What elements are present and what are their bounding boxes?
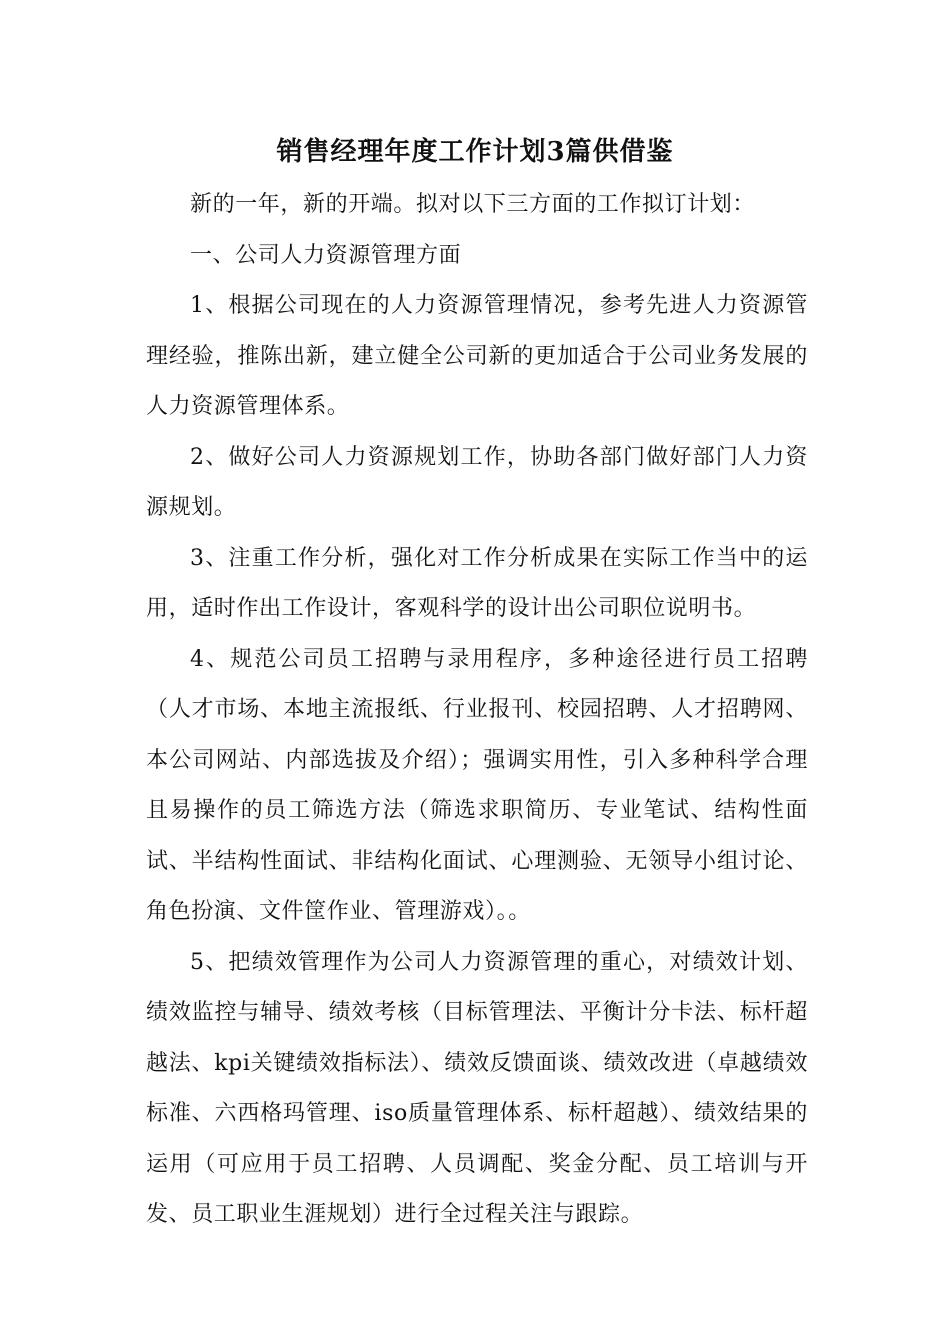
document-body <box>146 180 808 1241</box>
paragraph-item-3: 3、注重工作分析，强化对工作分析成果在实际工作当中的运用，适时作出工作设计，客观科学的设计出公司职位说明书。 <box>146 545 808 621</box>
paragraph-item-2: 2、做好公司人力资源规划工作，协助各部门做好部门人力资源规划。 <box>146 444 808 520</box>
paragraph-item-5: 5、把绩效管理作为公司人力资源管理的重心，对绩效计划、绩效监控与辅导、绩效考核（目标管理法、平衡计分卡法、标杆超越法、kpi关键绩效指标法）、绩效反馈面谈、绩效改进（卓越绩效标准、六西格玛管理、iso质量管理体系、标杆超越）、绩效结果的运用（可应用于员工招聘、人员调配、奖金分配、员工培训与开发、员工职业生涯规划）进行全过程关注与跟踪。 <box>146 949 808 1227</box>
intro-paragraph: 新的一年，新的开端。拟对以下三方面的工作拟订计划： <box>190 192 756 217</box>
paragraph-item-1: 1、根据公司现在的人力资源管理情况，参考先进人力资源管理经验，推陈出新，建立健全公司新的更加适合于公司业务发展的人力资源管理体系。 <box>146 293 808 419</box>
section-heading: 一、公司人力资源管理方面 <box>190 242 462 268</box>
document-title: 销售经理年度工作计划3篇供借鉴 <box>276 137 674 167</box>
paragraph-item-4: 4、规范公司员工招聘与录用程序，多种途径进行员工招聘（人才市场、本地主流报纸、行业报刊、校园招聘、人才招聘网、本公司网站、内部选拔及介绍）；强调实用性，引入多种科学合理且易操作的员工筛选方法（筛选求职简历、专业笔试、结构性面试、半结构性面试、非结构化面试、心理测验、无领导小组讨论、角色扮演、文件筐作业、管理游戏）。。 <box>146 646 808 924</box>
